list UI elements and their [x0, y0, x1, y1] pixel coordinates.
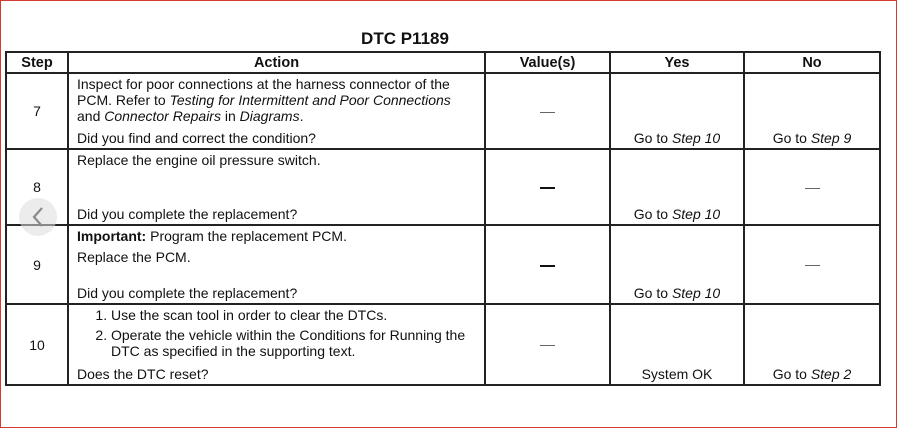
step-link[interactable]: Step 9 — [810, 130, 852, 146]
step-link[interactable]: Step 10 — [671, 206, 721, 222]
no-cell — [744, 149, 880, 225]
table-row — [6, 149, 880, 225]
values-cell — [485, 225, 610, 304]
action-cell — [68, 304, 485, 385]
values-cell — [485, 73, 610, 149]
action-cell — [68, 149, 485, 225]
dash-mark — [540, 112, 555, 113]
table-row — [6, 225, 880, 304]
dash-mark — [805, 265, 820, 266]
values-cell — [485, 149, 610, 225]
no-cell: Go to Step 9 — [744, 73, 880, 149]
previous-page-button[interactable] — [19, 198, 57, 236]
table-row — [6, 73, 880, 149]
step-number: 10 — [6, 304, 68, 385]
action-text: Replace the PCM. — [77, 249, 191, 265]
dtc-table — [5, 51, 881, 386]
action-question: Did you complete the replacement? — [77, 206, 298, 222]
important-label: Important: — [77, 228, 147, 244]
action-question: Did you complete the replacement? — [77, 285, 298, 301]
action-steps-list — [77, 307, 478, 363]
header-no: No — [744, 52, 880, 73]
yes-cell: System OK — [610, 304, 744, 385]
list-item: 2. Operate the vehicle within the Conditions for Running the DTC as specified in the supporting text. — [111, 327, 478, 359]
action-important: Important: Program the replacement PCM. — [77, 228, 347, 244]
chevron-left-icon — [31, 206, 45, 228]
action-text: Inspect for poor connections at the harness connector of the PCM. Refer to Testing for Intermittent and Poor Connections and Connector Repairs in Diagrams. — [77, 76, 451, 124]
action-cell — [68, 73, 485, 149]
no-cell — [744, 225, 880, 304]
step-number: 7 — [6, 73, 68, 149]
step-number: 9 — [6, 225, 68, 304]
action-cell — [68, 225, 485, 304]
step-link[interactable]: Step 10 — [671, 285, 721, 301]
header-yes: Yes — [610, 52, 744, 73]
yes-cell: Go to Step 10 — [610, 149, 744, 225]
values-cell — [485, 304, 610, 385]
header-values: Value(s) — [485, 52, 610, 73]
dash-mark — [805, 188, 820, 189]
dash-mark — [540, 187, 555, 189]
action-question: Did you find and correct the condition? — [77, 130, 316, 146]
dash-mark — [540, 345, 555, 346]
table-header-row — [6, 52, 880, 73]
dash-mark — [540, 265, 555, 267]
step-link[interactable]: Step 2 — [810, 366, 852, 382]
page-title: DTC P1189 — [361, 29, 449, 48]
header-action: Action — [68, 52, 485, 73]
step-number: 8 — [6, 149, 68, 225]
step-link[interactable]: Step 10 — [671, 130, 721, 146]
list-item: 1. Use the scan tool in order to clear the DTCs. — [111, 307, 478, 323]
no-cell: Go to Step 2 — [744, 304, 880, 385]
reference-link[interactable]: Diagrams — [239, 108, 300, 124]
reference-link[interactable]: Connector Repairs — [104, 108, 221, 124]
action-question: Does the DTC reset? — [77, 366, 209, 382]
header-step: Step — [6, 52, 68, 73]
yes-cell: Go to Step 10 — [610, 225, 744, 304]
reference-link[interactable]: Testing for Intermittent and Poor Connections — [169, 92, 451, 108]
yes-cell: Go to Step 10 — [610, 73, 744, 149]
action-text: Replace the engine oil pressure switch. — [77, 152, 321, 168]
table-row — [6, 304, 880, 385]
